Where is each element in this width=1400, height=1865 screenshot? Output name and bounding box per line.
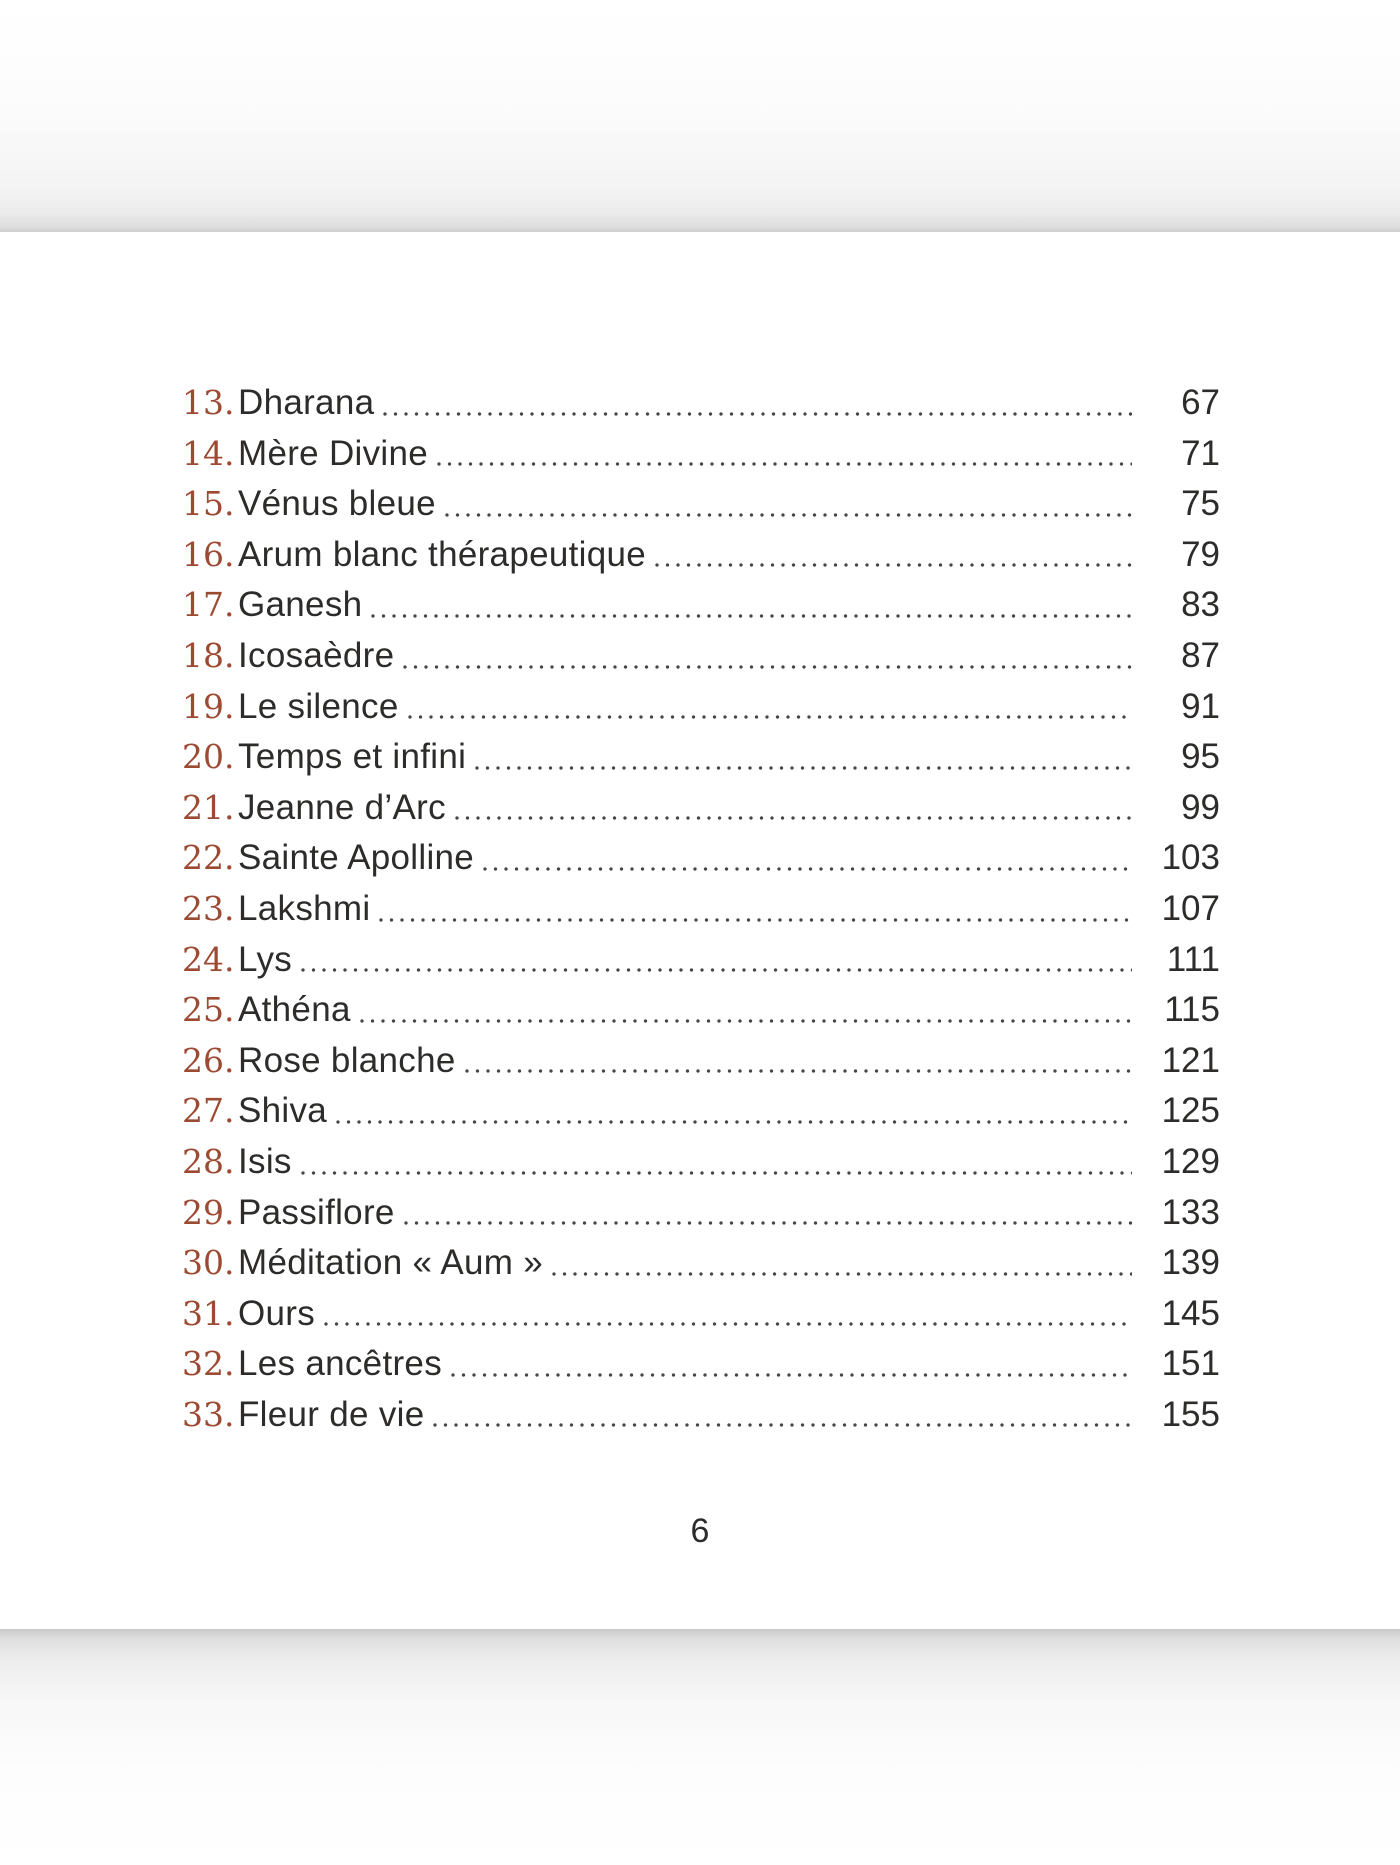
toc-dot-leader bbox=[475, 766, 1132, 770]
toc-entry-page: 67 bbox=[1181, 383, 1220, 422]
toc-entry-page: 83 bbox=[1181, 585, 1220, 625]
toc-entry-title: Méditation « Aum » bbox=[238, 1243, 544, 1283]
toc-entry-page: 91 bbox=[1181, 686, 1220, 726]
toc-entry-title: Temps et infini bbox=[238, 737, 467, 777]
toc-row bbox=[182, 1390, 1220, 1441]
toc-dot-leader bbox=[301, 968, 1132, 972]
toc-dot-leader bbox=[465, 1069, 1132, 1073]
toc-entry-number: 15. bbox=[182, 484, 235, 524]
toc-dot-leader bbox=[483, 867, 1132, 871]
toc-entry-number: 31. bbox=[182, 1293, 235, 1333]
toc-row bbox=[182, 732, 1220, 783]
toc-entry-title: Rose blanche bbox=[238, 1040, 456, 1080]
toc-row bbox=[182, 580, 1220, 631]
toc-row bbox=[182, 1188, 1220, 1239]
toc-entry-title: Lakshmi bbox=[238, 888, 371, 928]
toc-entry-title: Arum blanc thérapeutique bbox=[238, 534, 647, 574]
toc-entry-title: Isis bbox=[238, 1141, 292, 1181]
toc-dot-leader bbox=[383, 412, 1132, 416]
toc-dot-leader bbox=[437, 462, 1132, 466]
toc-entry-number: 32. bbox=[182, 1344, 235, 1384]
toc-entry-title: Le silence bbox=[238, 686, 399, 726]
toc-entry-number: 26. bbox=[182, 1040, 235, 1080]
toc-row bbox=[182, 378, 1220, 429]
toc-row bbox=[182, 783, 1220, 834]
toc-entry-page: 87 bbox=[1181, 635, 1220, 675]
toc-row bbox=[182, 985, 1220, 1036]
toc-entry-title: Athéna bbox=[238, 990, 351, 1030]
toc-entry-number: 16. bbox=[182, 534, 235, 574]
toc-entry-number: 19. bbox=[182, 686, 235, 726]
toc-dot-leader bbox=[404, 1221, 1132, 1225]
toc-dot-leader bbox=[552, 1272, 1132, 1276]
toc-entry-number: 28. bbox=[182, 1141, 235, 1181]
toc-dot-leader bbox=[408, 715, 1132, 719]
toc-entry-title: Passiflore bbox=[238, 1192, 395, 1232]
toc-entry-page: 155 bbox=[1161, 1394, 1220, 1434]
toc-row bbox=[182, 1339, 1220, 1390]
toc-entry-number: 30. bbox=[182, 1243, 235, 1283]
toc-entry-number: 20. bbox=[182, 737, 235, 777]
toc-row bbox=[182, 935, 1220, 986]
toc-row bbox=[182, 833, 1220, 884]
toc-dot-leader bbox=[455, 816, 1132, 820]
toc-entry-page: 111 bbox=[1166, 939, 1220, 979]
toc-entry-title: Vénus bleue bbox=[238, 484, 436, 524]
toc-dot-leader bbox=[451, 1373, 1132, 1377]
toc-entry-page: 139 bbox=[1161, 1243, 1220, 1283]
toc-entry-title: Jeanne d’Arc bbox=[238, 787, 446, 827]
toc-entry-page: 103 bbox=[1161, 838, 1220, 878]
toc-row bbox=[182, 631, 1220, 682]
toc-entry-number: 13. bbox=[182, 383, 235, 422]
toc-dot-leader bbox=[360, 1019, 1132, 1023]
toc-entry-title: Les ancêtres bbox=[238, 1344, 442, 1384]
table-of-contents bbox=[182, 378, 1220, 1440]
toc-entry-title: Shiva bbox=[238, 1091, 328, 1131]
toc-entry-page: 145 bbox=[1161, 1293, 1220, 1333]
toc-entry-title: Sainte Apolline bbox=[238, 838, 475, 878]
toc-dot-leader bbox=[301, 1171, 1132, 1175]
toc-entry-title: Icosaèdre bbox=[238, 635, 395, 675]
toc-dot-leader bbox=[433, 1423, 1132, 1427]
toc-dot-leader bbox=[324, 1322, 1132, 1326]
page-top-shadow bbox=[0, 0, 1400, 232]
toc-entry-number: 21. bbox=[182, 787, 235, 827]
toc-entry-title: Mère Divine bbox=[238, 433, 429, 473]
toc-entry-page: 95 bbox=[1181, 737, 1220, 777]
toc-dot-leader bbox=[379, 918, 1132, 922]
toc-entry-number: 24. bbox=[182, 939, 235, 979]
toc-row bbox=[182, 884, 1220, 935]
toc-dot-leader bbox=[336, 1120, 1132, 1124]
toc-entry-page: 107 bbox=[1161, 888, 1220, 928]
toc-dot-leader bbox=[655, 563, 1132, 567]
toc-entry-title: Dharana bbox=[238, 383, 375, 422]
toc-dot-leader bbox=[403, 665, 1132, 669]
toc-entry-number: 29. bbox=[182, 1192, 235, 1232]
toc-entry-number: 22. bbox=[182, 838, 235, 878]
toc-entry-page: 129 bbox=[1161, 1141, 1220, 1181]
toc-dot-leader bbox=[445, 513, 1132, 517]
toc-entry-number: 14. bbox=[182, 433, 235, 473]
toc-dot-leader bbox=[371, 614, 1132, 618]
toc-entry-title: Ganesh bbox=[238, 585, 363, 625]
toc-row bbox=[182, 1086, 1220, 1137]
toc-entry-page: 75 bbox=[1181, 484, 1220, 524]
folio-page-number: 6 bbox=[690, 1512, 710, 1550]
toc-entry-number: 17. bbox=[182, 585, 235, 625]
toc-row bbox=[182, 1137, 1220, 1188]
toc-row bbox=[182, 479, 1220, 530]
toc-entry-page: 125 bbox=[1161, 1091, 1220, 1131]
toc-row bbox=[182, 1036, 1220, 1087]
toc-entry-page: 121 bbox=[1161, 1040, 1220, 1080]
toc-entry-number: 23. bbox=[182, 888, 235, 928]
toc-row bbox=[182, 682, 1220, 733]
toc-row bbox=[182, 429, 1220, 480]
toc-entry-page: 79 bbox=[1181, 534, 1220, 574]
toc-entry-title: Lys bbox=[238, 939, 293, 979]
page-bottom-shadow bbox=[0, 1629, 1400, 1865]
toc-entry-page: 99 bbox=[1181, 787, 1220, 827]
toc-entry-number: 33. bbox=[182, 1394, 235, 1434]
toc-entry-page: 71 bbox=[1181, 433, 1220, 473]
toc-entry-title: Fleur de vie bbox=[238, 1394, 425, 1434]
toc-entry-number: 18. bbox=[182, 635, 235, 675]
toc-row bbox=[182, 1238, 1220, 1289]
toc-entry-page: 133 bbox=[1161, 1192, 1220, 1232]
toc-entry-page: 151 bbox=[1161, 1344, 1220, 1384]
toc-row bbox=[182, 1289, 1220, 1340]
toc-entry-title: Ours bbox=[238, 1293, 316, 1333]
toc-entry-page: 115 bbox=[1164, 990, 1220, 1030]
toc-entry-number: 25. bbox=[182, 990, 235, 1030]
toc-row bbox=[182, 530, 1220, 581]
toc-entry-number: 27. bbox=[182, 1091, 235, 1131]
